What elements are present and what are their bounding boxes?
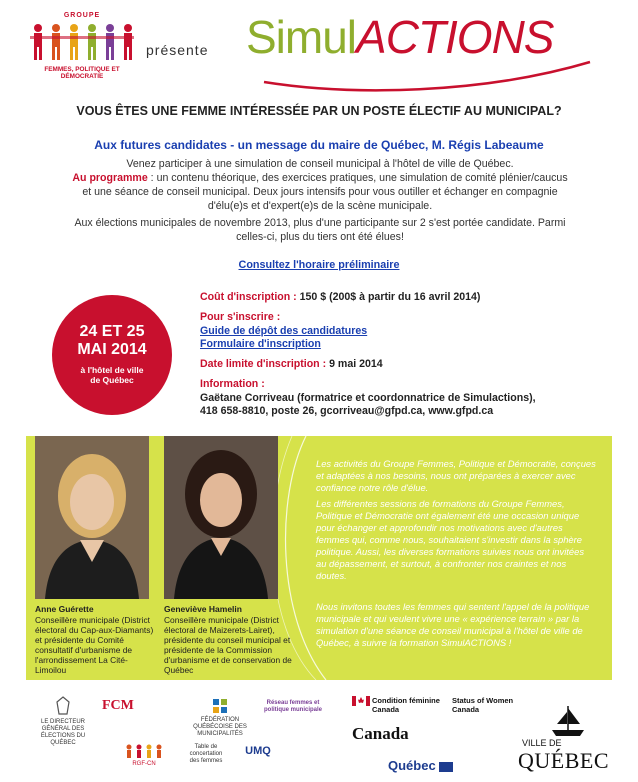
guide-link[interactable]: Guide de dépôt des candidatures (200, 324, 368, 337)
date-location-line2: de Québec (90, 375, 134, 385)
intro-paragraph (70, 157, 570, 213)
ville-de-text: VILLE DE (522, 738, 562, 748)
sow-line2: Canada (452, 704, 480, 714)
testimonial-paragraph-2: Les différentes sessions de formations du Groupe Femmes, Politique et Démocratie ont également été une occasion unique pour échanger et approfondir nos motivations avec d'autres femmes qui, comme nous, souhaitaient s'investir dans la sphère politique. Aussi, les diverses formations suivies nous ont invitées au dépassement, et surtout, à confronter nos craintes et nos doutes. (316, 498, 585, 581)
simulactions-logo (246, 11, 554, 63)
mayor-message-link[interactable]: Aux futures candidates - un message du maire de Québec, M. Régis Labeaume (94, 138, 544, 152)
date-badge (52, 295, 172, 415)
presente-text: présente (146, 42, 209, 58)
date-location (52, 365, 172, 385)
intro-line1: Venez participer à une simulation de conseil municipal à l'hôtel de ville de Québec. (126, 158, 514, 170)
fqm-emblem-icon (212, 698, 228, 714)
dge-text: LE DIRECTEUR GÉNÉRAL DES ÉLECTIONS DU QUÉBEC (40, 719, 86, 746)
canada-wordmark[interactable]: Canada (352, 724, 409, 743)
date-line2: MAI 2014 (77, 341, 147, 358)
logo-groupe-text: GROUPE (63, 12, 101, 19)
form-link[interactable]: Formulaire d'inscription (200, 338, 321, 350)
dge-emblem-icon (55, 696, 71, 716)
signup-info (200, 311, 367, 352)
photo-anne-guerette (35, 436, 149, 599)
fcm-logo[interactable]: FCM (102, 698, 134, 713)
person-desc-1: Conseillère municipale (District électoral du Cap-aux-Diamants) et présidente du Comité consultatif d'urbanisme de l'arrondissement La Cité-Limoilou (35, 615, 154, 675)
swoosh-decoration (262, 60, 592, 96)
signup-label: Pour s'inscrire : (200, 311, 281, 323)
quebec-gov-text: Québec (388, 758, 436, 773)
logo-tagline: FEMMES, POLITIQUE ET DÉMOCRATIE (44, 66, 120, 80)
person-name-2: Geneviève Hamelin (164, 604, 242, 614)
contact-info (200, 378, 536, 419)
cost-info (200, 291, 480, 305)
schedule-link[interactable]: Consultez l'horaire préliminaire (238, 259, 400, 271)
women-figures-icon (30, 22, 134, 62)
umq-logo[interactable]: UMQ (245, 745, 271, 757)
date-location-line1: à l'hôtel de ville (80, 365, 144, 375)
main-headline: VOUS ÊTES UNE FEMME INTÉRESSÉE PAR UN POSTE ÉLECTIF AU MUNICIPAL? (76, 104, 562, 118)
cost-label: Coût d'inscription : (200, 291, 297, 303)
deadline-label: Date limite d'inscription : (200, 358, 327, 370)
partners-strip (0, 690, 638, 782)
gfpd-logo[interactable] (26, 12, 138, 78)
quebec-gov-logo[interactable] (388, 758, 453, 773)
photo-genevieve-hamelin (164, 436, 278, 599)
deadline-value: 9 mai 2014 (326, 358, 383, 370)
brand-simul: Simul (246, 11, 357, 63)
rgf-text: RGF-CN (132, 761, 156, 767)
testimonial-paragraph-3: Nous invitons toutes les femmes qui sentent l'appel de la politique municipale et qui veulent vivre une « expérience terrain » par la simulation d'une séance de conseil municipal à l'hôtel de ville de Québec, à suivre la formation SimulACTIONS ! (316, 601, 590, 648)
stats-paragraph: Aux élections municipales de novembre 2013, plus d'une participante sur 2 s'est portée candidate. Parmi celles-ci, plus du tiers ont été élues! (74, 217, 566, 243)
info-label: Information : (200, 378, 265, 390)
rgf-logo[interactable] (118, 744, 170, 768)
dge-logo[interactable] (28, 696, 98, 747)
header (0, 0, 638, 100)
info-line2: 418 658-8810, poste 26, gcorriveau@gfpd.ca, www.gfpd.ca (200, 405, 494, 417)
cond-fr-line1: Condition féminine (372, 696, 440, 705)
deadline-info (200, 358, 383, 372)
program-label: Au programme (72, 172, 148, 184)
condition-feminine-text (372, 697, 440, 714)
sow-line1: Status of Women (452, 696, 514, 705)
canada-flag-icon (352, 696, 370, 706)
ship-icon (548, 704, 588, 738)
reseau-logo[interactable]: Réseau femmes et politique municipale (263, 700, 322, 713)
date-line1: 24 ET 25 (79, 323, 145, 340)
person-desc-2: Conseillère municipale (District électoral de Maizerets-Lairet), présidente du conseil municipal et présidente de la Commission d'urbanisme et de conservation de Québec (164, 615, 292, 675)
fqm-logo[interactable] (192, 698, 248, 738)
fleurdelise-icon (439, 762, 453, 772)
brand-actions: ACTIONS (356, 11, 554, 63)
table-concertation-logo[interactable]: Table de concertation des femmes (189, 744, 223, 764)
cond-fr-line2: Canada (372, 704, 400, 714)
info-line1: Gaëtane Corriveau (formatrice et coordonnatrice de Simulactions), (200, 391, 536, 404)
person-name-1: Anne Guérette (35, 604, 94, 614)
ville-quebec-logo[interactable]: QUÉBEC (518, 748, 609, 773)
program-text: : un contenu théorique, des exercices pratiques, une simulation de comité plénier/caucus et une séance de conseil municipal. Deux jours intensifs pour vous outiller et échanger en compagnie d'élu(e)s et d'expert(e)s de la scène municipale. (82, 172, 568, 212)
testimonial-paragraph-1: Les activités du Groupe Femmes, Politique et Démocratie, conçues et adaptées à nos besoins, nous ont préparées à exercer avec confiance notre rôle d'élue. (316, 458, 596, 493)
status-of-women-text (452, 697, 513, 714)
rgf-figures-icon (124, 744, 164, 758)
cost-value: 150 $ (200$ à partir du 16 avril 2014) (296, 291, 481, 303)
fqm-text: FÉDÉRATION QUÉBÉCOISE DES MUNICIPALITÉS (193, 717, 247, 737)
